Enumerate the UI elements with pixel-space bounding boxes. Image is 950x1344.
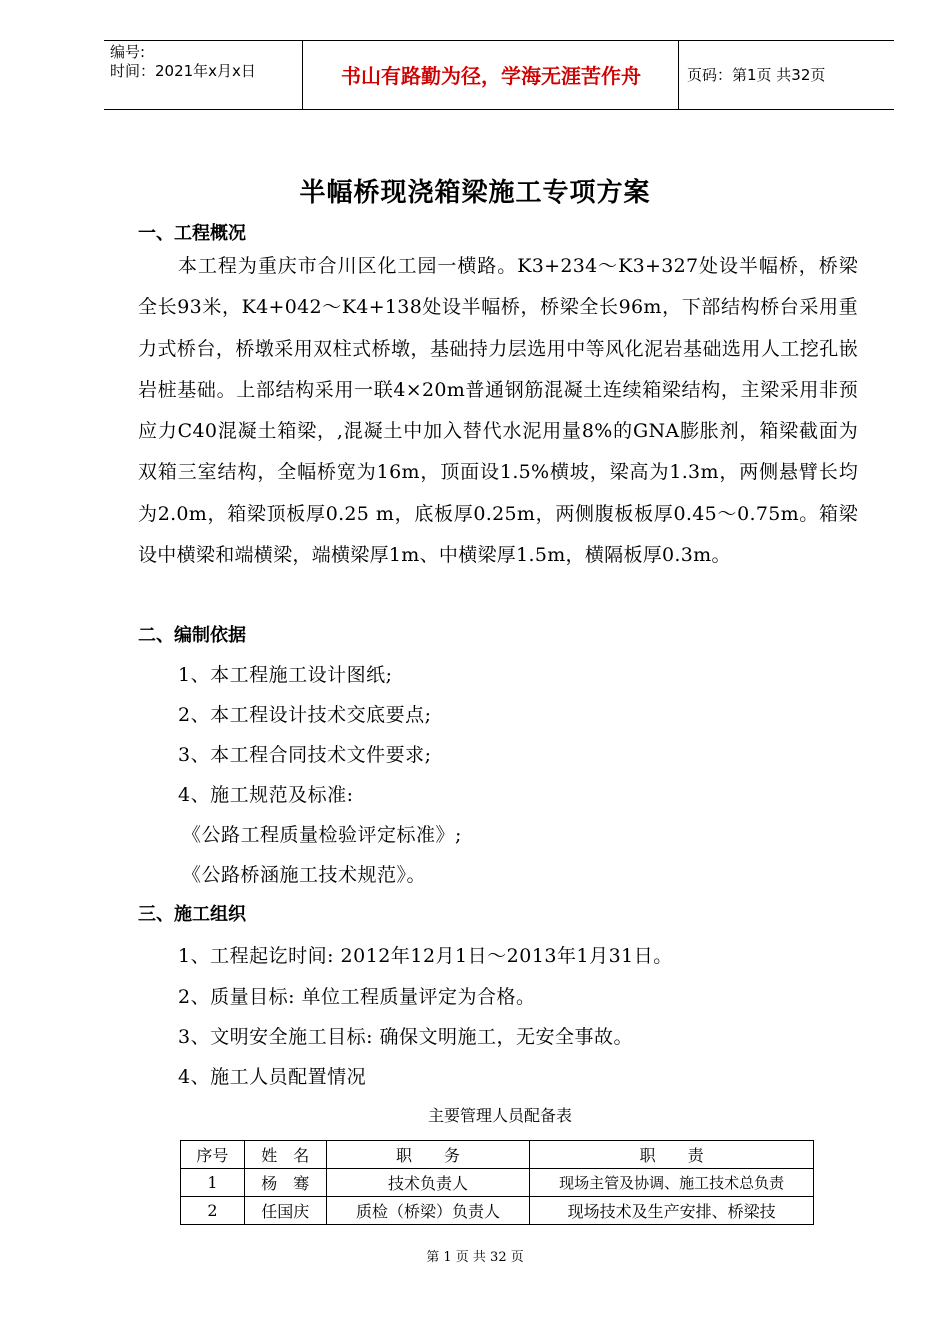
table-header-row — [181, 1141, 814, 1169]
list-item: 4、施工人员配置情况 — [178, 1066, 367, 1088]
list-item: 2、本工程设计技术交底要点; — [178, 704, 432, 726]
header-divider — [302, 41, 303, 109]
table-cell: 2 — [181, 1197, 245, 1225]
list-item: 3、文明安全施工目标: 确保文明施工，无安全事故。 — [178, 1026, 634, 1048]
header-meta — [110, 43, 256, 81]
time-label: 时间：2021年x月x日 — [110, 62, 256, 80]
table-row — [181, 1169, 814, 1197]
table-header-cell: 职 责 — [530, 1141, 814, 1169]
page-header — [104, 40, 894, 110]
list-item: 1、本工程施工设计图纸; — [178, 664, 393, 686]
table-header-cell: 姓 名 — [244, 1141, 326, 1169]
table-cell: 现场主管及协调、施工技术总负责 — [530, 1169, 814, 1197]
list-item: 3、本工程合同技术文件要求; — [178, 744, 432, 766]
table-cell: 任国庆 — [244, 1197, 326, 1225]
document-title: 半幅桥现浇箱梁施工专项方案 — [299, 178, 651, 208]
header-motto: 书山有路勤为径，学海无涯苦作舟 — [341, 64, 641, 88]
list-item: 2、质量目标: 单位工程质量评定为合格。 — [178, 986, 536, 1008]
section-heading: 二、编制依据 — [138, 625, 246, 646]
table-cell: 杨 骞 — [244, 1169, 326, 1197]
table-cell: 技术负责人 — [326, 1169, 530, 1197]
header-divider — [678, 41, 679, 109]
table-cell: 1 — [181, 1169, 245, 1197]
list-item: 《公路工程质量检验评定标准》; — [182, 824, 462, 846]
section-heading: 一、工程概况 — [138, 223, 246, 244]
list-item: 4、施工规范及标准: — [178, 784, 354, 806]
table-row — [181, 1197, 814, 1225]
list-item: 《公路桥涵施工技术规范》。 — [182, 864, 427, 886]
section-heading: 三、施工组织 — [138, 904, 246, 925]
header-page-info: 页码：第1页 共32页 — [687, 66, 826, 84]
overview-paragraph: 本工程为重庆市合川区化工园一横路。K3+234～K3+327处设半幅桥，桥梁全长93米，K4+042～K4+138处设半幅桥，桥梁全长96m，下部结构桥台采用重力式桥台，桥墩采用双柱式桥墩，基础持力层选用中等风化泥岩基础选用人工挖孔嵌岩桩基础。上部结构采用一联4×20m普通钢筋混凝土连续箱梁结构，主梁采用非预应力C40混凝土箱梁，,混凝土中加入替代水泥用量8%的GNA膨胀剂，箱梁截面为双箱三室结构，全幅桥宽为16m，顶面设1.5%横坡，梁高为1.3m，两侧悬臂长均为2.0m，箱梁顶板厚0.25 m，底板厚0.25m，两侧腹板板厚0.45～0.75m。箱梁设中横梁和端横梁，端横梁厚1m、中横梁厚1.5m，横隔板厚0.3m。 — [138, 255, 858, 567]
table-cell: 现场技术及生产安排、桥梁技 — [530, 1197, 814, 1225]
staff-table — [180, 1140, 814, 1225]
list-item: 1、工程起讫时间: 2012年12月1日～2013年1月31日。 — [178, 945, 673, 967]
table-header-cell: 职 务 — [326, 1141, 530, 1169]
page-footer: 第 1 页 共 32 页 — [426, 1250, 524, 1265]
number-label: 编号: — [110, 43, 146, 61]
table-caption: 主要管理人员配备表 — [427, 1106, 572, 1125]
table-cell: 质检（桥梁）负责人 — [326, 1197, 530, 1225]
table-header-cell: 序号 — [181, 1141, 245, 1169]
